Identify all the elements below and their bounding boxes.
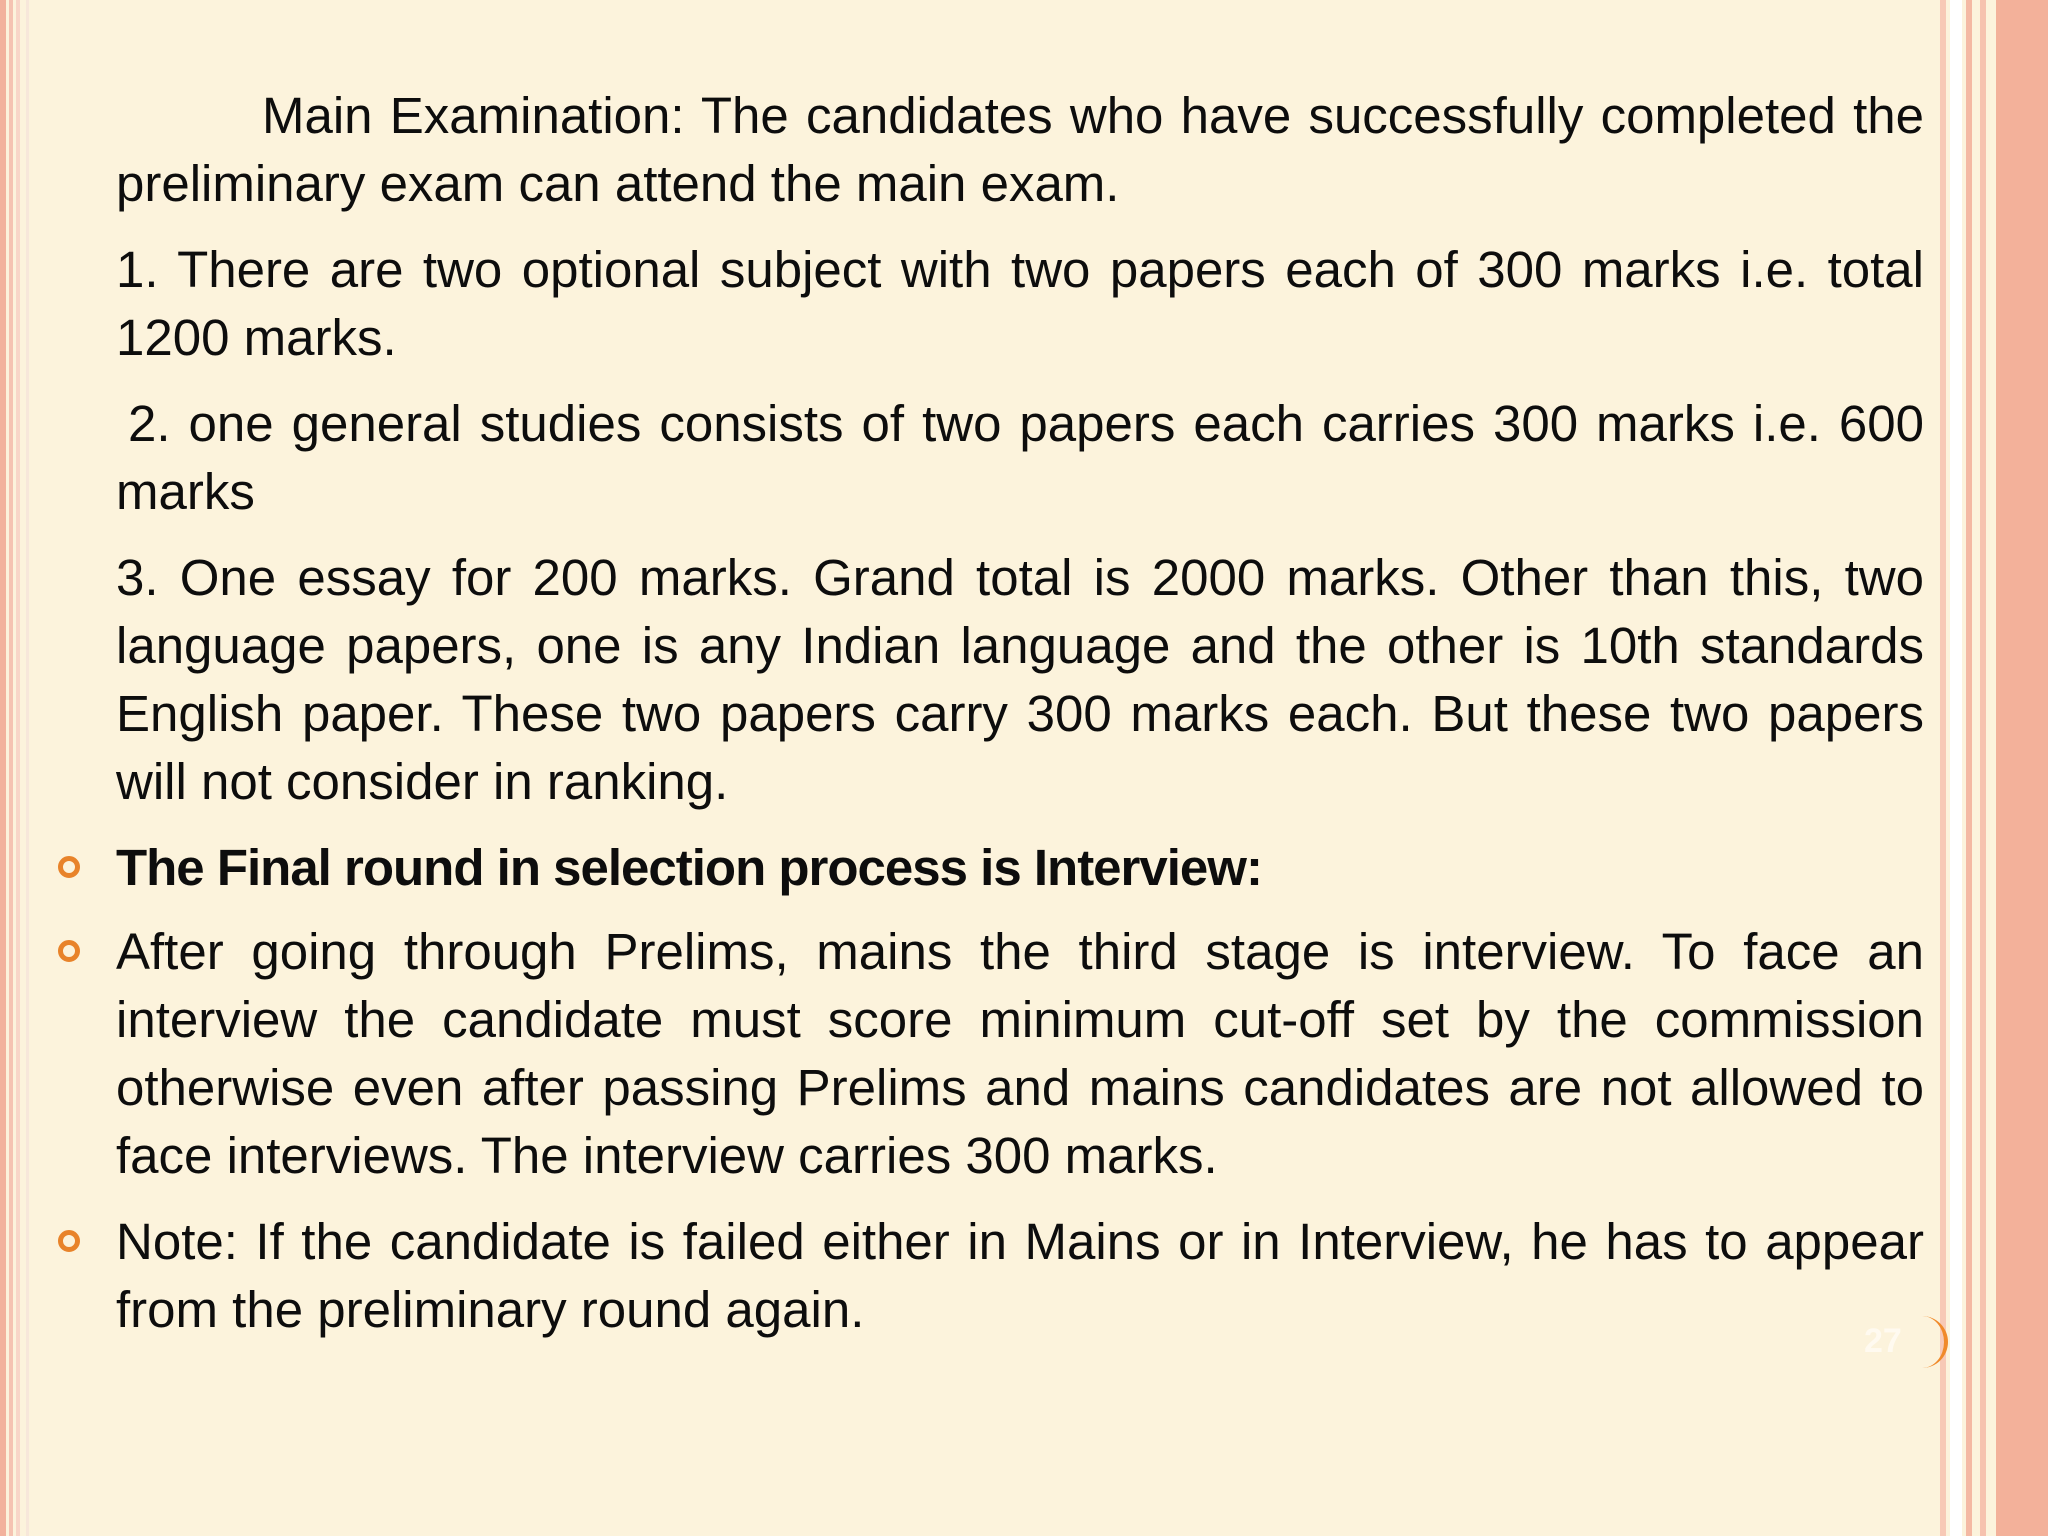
hollow-circle-bullet-icon bbox=[58, 940, 80, 962]
right-border-stripe bbox=[1980, 0, 1986, 1536]
right-border-band bbox=[1996, 0, 2048, 1536]
page-number: 27 bbox=[1864, 1322, 1902, 1360]
main-exam-intro: Main Examination: The candidates who have successfully completed the preliminary exam can attend the main exam. bbox=[116, 87, 1924, 212]
right-border-stripe bbox=[1966, 0, 1972, 1536]
bullet-final-round: The Final round in selection process is Interview: bbox=[116, 839, 1262, 896]
hollow-circle-bullet-icon bbox=[58, 856, 80, 878]
bullet-interview-stage: After going through Prelims, mains the third stage is interview. To face an interview the candidate must score minimum cut-off set by the commission otherwise even after passing Prelims and mains candidates are not allowed to face interviews. The interview carries 300 marks. bbox=[116, 923, 1924, 1184]
numbered-item-1: 1. There are two optional subject with two papers each of 300 marks i.e. total 1200 marks. bbox=[116, 241, 1924, 366]
right-border-stripe bbox=[1940, 0, 1946, 1536]
bullet-note: Note: If the candidate is failed either in Mains or in Interview, he has to appear from the preliminary round again. bbox=[116, 1213, 1924, 1338]
right-border-stripe bbox=[1950, 0, 1962, 1536]
numbered-item-2: 2. one general studies consists of two papers each carries 300 marks i.e. 600 marks bbox=[116, 395, 1924, 520]
hollow-circle-bullet-icon bbox=[58, 1230, 80, 1252]
numbered-item-3: 3. One essay for 200 marks. Grand total is 2000 marks. Other than this, two language papers, one is any Indian language and the other is 10th standards English paper. These two papers carry 300 marks each. But these two papers will not consider in ranking. bbox=[116, 549, 1924, 810]
